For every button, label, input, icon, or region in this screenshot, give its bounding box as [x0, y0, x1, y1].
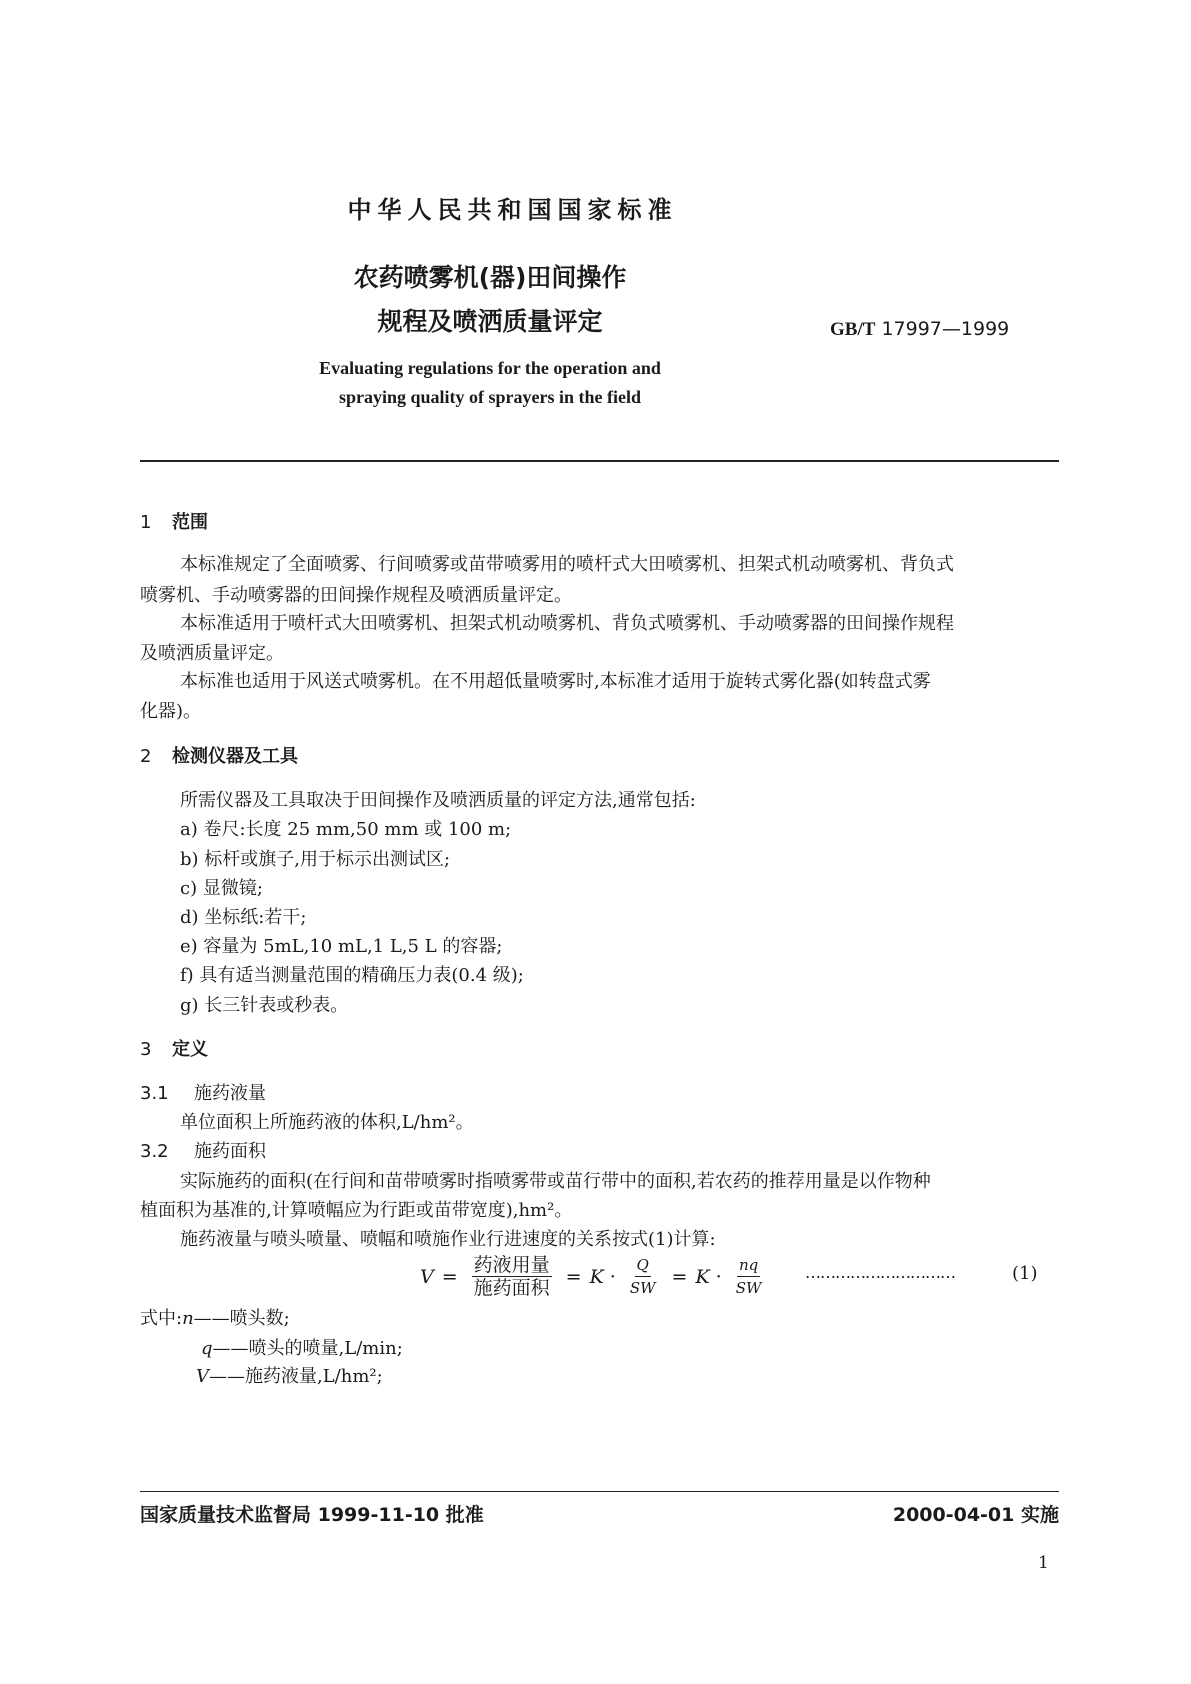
list-item: g) 长三针表或秒表。 — [180, 995, 349, 1016]
title-line-2: 规程及喷洒质量评定 — [377, 307, 603, 336]
eq-k: K — [589, 1265, 604, 1288]
eq-dot: · — [715, 1265, 722, 1288]
section-1-para-1a: 本标准规定了全面喷雾、行间喷雾或苗带喷雾用的喷杆式大田喷雾机、担架式机动喷雾机、背负式 — [180, 554, 954, 575]
list-item: c) 显微镜; — [180, 878, 263, 899]
standard-number — [830, 318, 1009, 341]
section-1-para-1b: 喷雾机、手动喷雾器的田间操作规程及喷洒质量评定。 — [140, 585, 572, 606]
footer-divider — [140, 1491, 1059, 1492]
list-item: a) 卷尺:长度 25 mm,50 mm 或 100 m; — [180, 819, 512, 840]
section-2-intro: 所需仪器及工具取决于田间操作及喷洒质量的评定方法,通常包括: — [180, 790, 696, 811]
approval-date: 国家质量技术监督局 1999-11-10 批准 — [140, 1504, 484, 1526]
eq-dot: · — [609, 1265, 616, 1288]
standard-prefix: GB/T — [830, 319, 876, 340]
equation-leader: ………………………… — [805, 1263, 955, 1282]
subsection-3-1-heading: 3.1 施药液量 — [140, 1083, 266, 1104]
section-1-heading: 1 范围 — [140, 512, 208, 533]
list-item: f) 具有适当测量范围的精确压力表(0.4 级); — [180, 965, 524, 986]
list-item: e) 容量为 5mL,10 mL,1 L,5 L 的容器; — [180, 936, 503, 957]
eq-equals: = — [565, 1265, 582, 1288]
equation-1 — [420, 1254, 769, 1299]
document-header: 中华人民共和国国家标准 — [347, 196, 678, 224]
eq-fraction-2: $\frac{Q}{SW}$ — [629, 1256, 656, 1297]
section-3-heading: 3 定义 — [140, 1039, 208, 1060]
eq-fraction-1: $\frac{\text{药液用量}}{\text{施药面积}}$ — [473, 1254, 550, 1299]
list-item: d) 坐标纸:若干; — [180, 907, 307, 928]
eq-lhs: V — [420, 1265, 434, 1288]
section-1-para-2b: 及喷洒质量评定。 — [140, 643, 284, 664]
english-title-line-1: Evaluating regulations for the operation and — [319, 358, 661, 378]
subsection-3-1-text: 单位面积上所施药液的体积,L/hm²。 — [180, 1112, 474, 1133]
title-line-1: 农药喷雾机(器)田间操作 — [353, 263, 627, 292]
section-1-para-3b: 化器)。 — [140, 701, 202, 722]
eq-k: K — [695, 1265, 710, 1288]
eq-fraction-3: $\frac{nq}{SW}$ — [735, 1256, 762, 1297]
subsection-3-2-heading: 3.2 施药面积 — [140, 1141, 266, 1162]
implementation-date: 2000-04-01 实施 — [892, 1504, 1059, 1526]
section-2-heading: 2 检测仪器及工具 — [140, 746, 298, 767]
equation-label: (1) — [1012, 1263, 1038, 1284]
section-1-para-3a: 本标准也适用于风送式喷雾机。在不用超低量喷雾时,本标准才适用于旋转式雾化器(如转盘式雾 — [180, 671, 931, 692]
page-number: 1 — [1038, 1553, 1049, 1573]
subsection-3-2-text-a: 实际施药的面积(在行间和苗带喷雾时指喷雾带或苗行带中的面积,若农药的推荐用量是以作物种 — [180, 1171, 931, 1192]
eq-equals: = — [671, 1265, 688, 1288]
where-def: V——施药液量,L/hm²; — [196, 1366, 383, 1387]
eq-equals: = — [441, 1265, 458, 1288]
english-title-line-2: spraying quality of sprayers in the field — [338, 387, 642, 407]
where-def: q——喷头的喷量,L/min; — [201, 1338, 403, 1359]
section-1-para-2a: 本标准适用于喷杆式大田喷雾机、担架式机动喷雾机、背负式喷雾机、手动喷雾器的田间操作规程 — [180, 613, 954, 634]
equation-intro: 施药液量与喷头喷量、喷幅和喷施作业行进速度的关系按式(1)计算: — [180, 1229, 716, 1250]
subsection-3-2-text-b: 植面积为基准的,计算喷幅应为行距或苗带宽度),hm²。 — [140, 1200, 573, 1221]
standard-code: 17997—1999 — [881, 318, 1010, 340]
header-divider — [140, 460, 1059, 462]
list-item: b) 标杆或旗子,用于标示出测试区; — [180, 849, 451, 870]
where-block: 式中:n——喷头数; — [140, 1308, 290, 1329]
